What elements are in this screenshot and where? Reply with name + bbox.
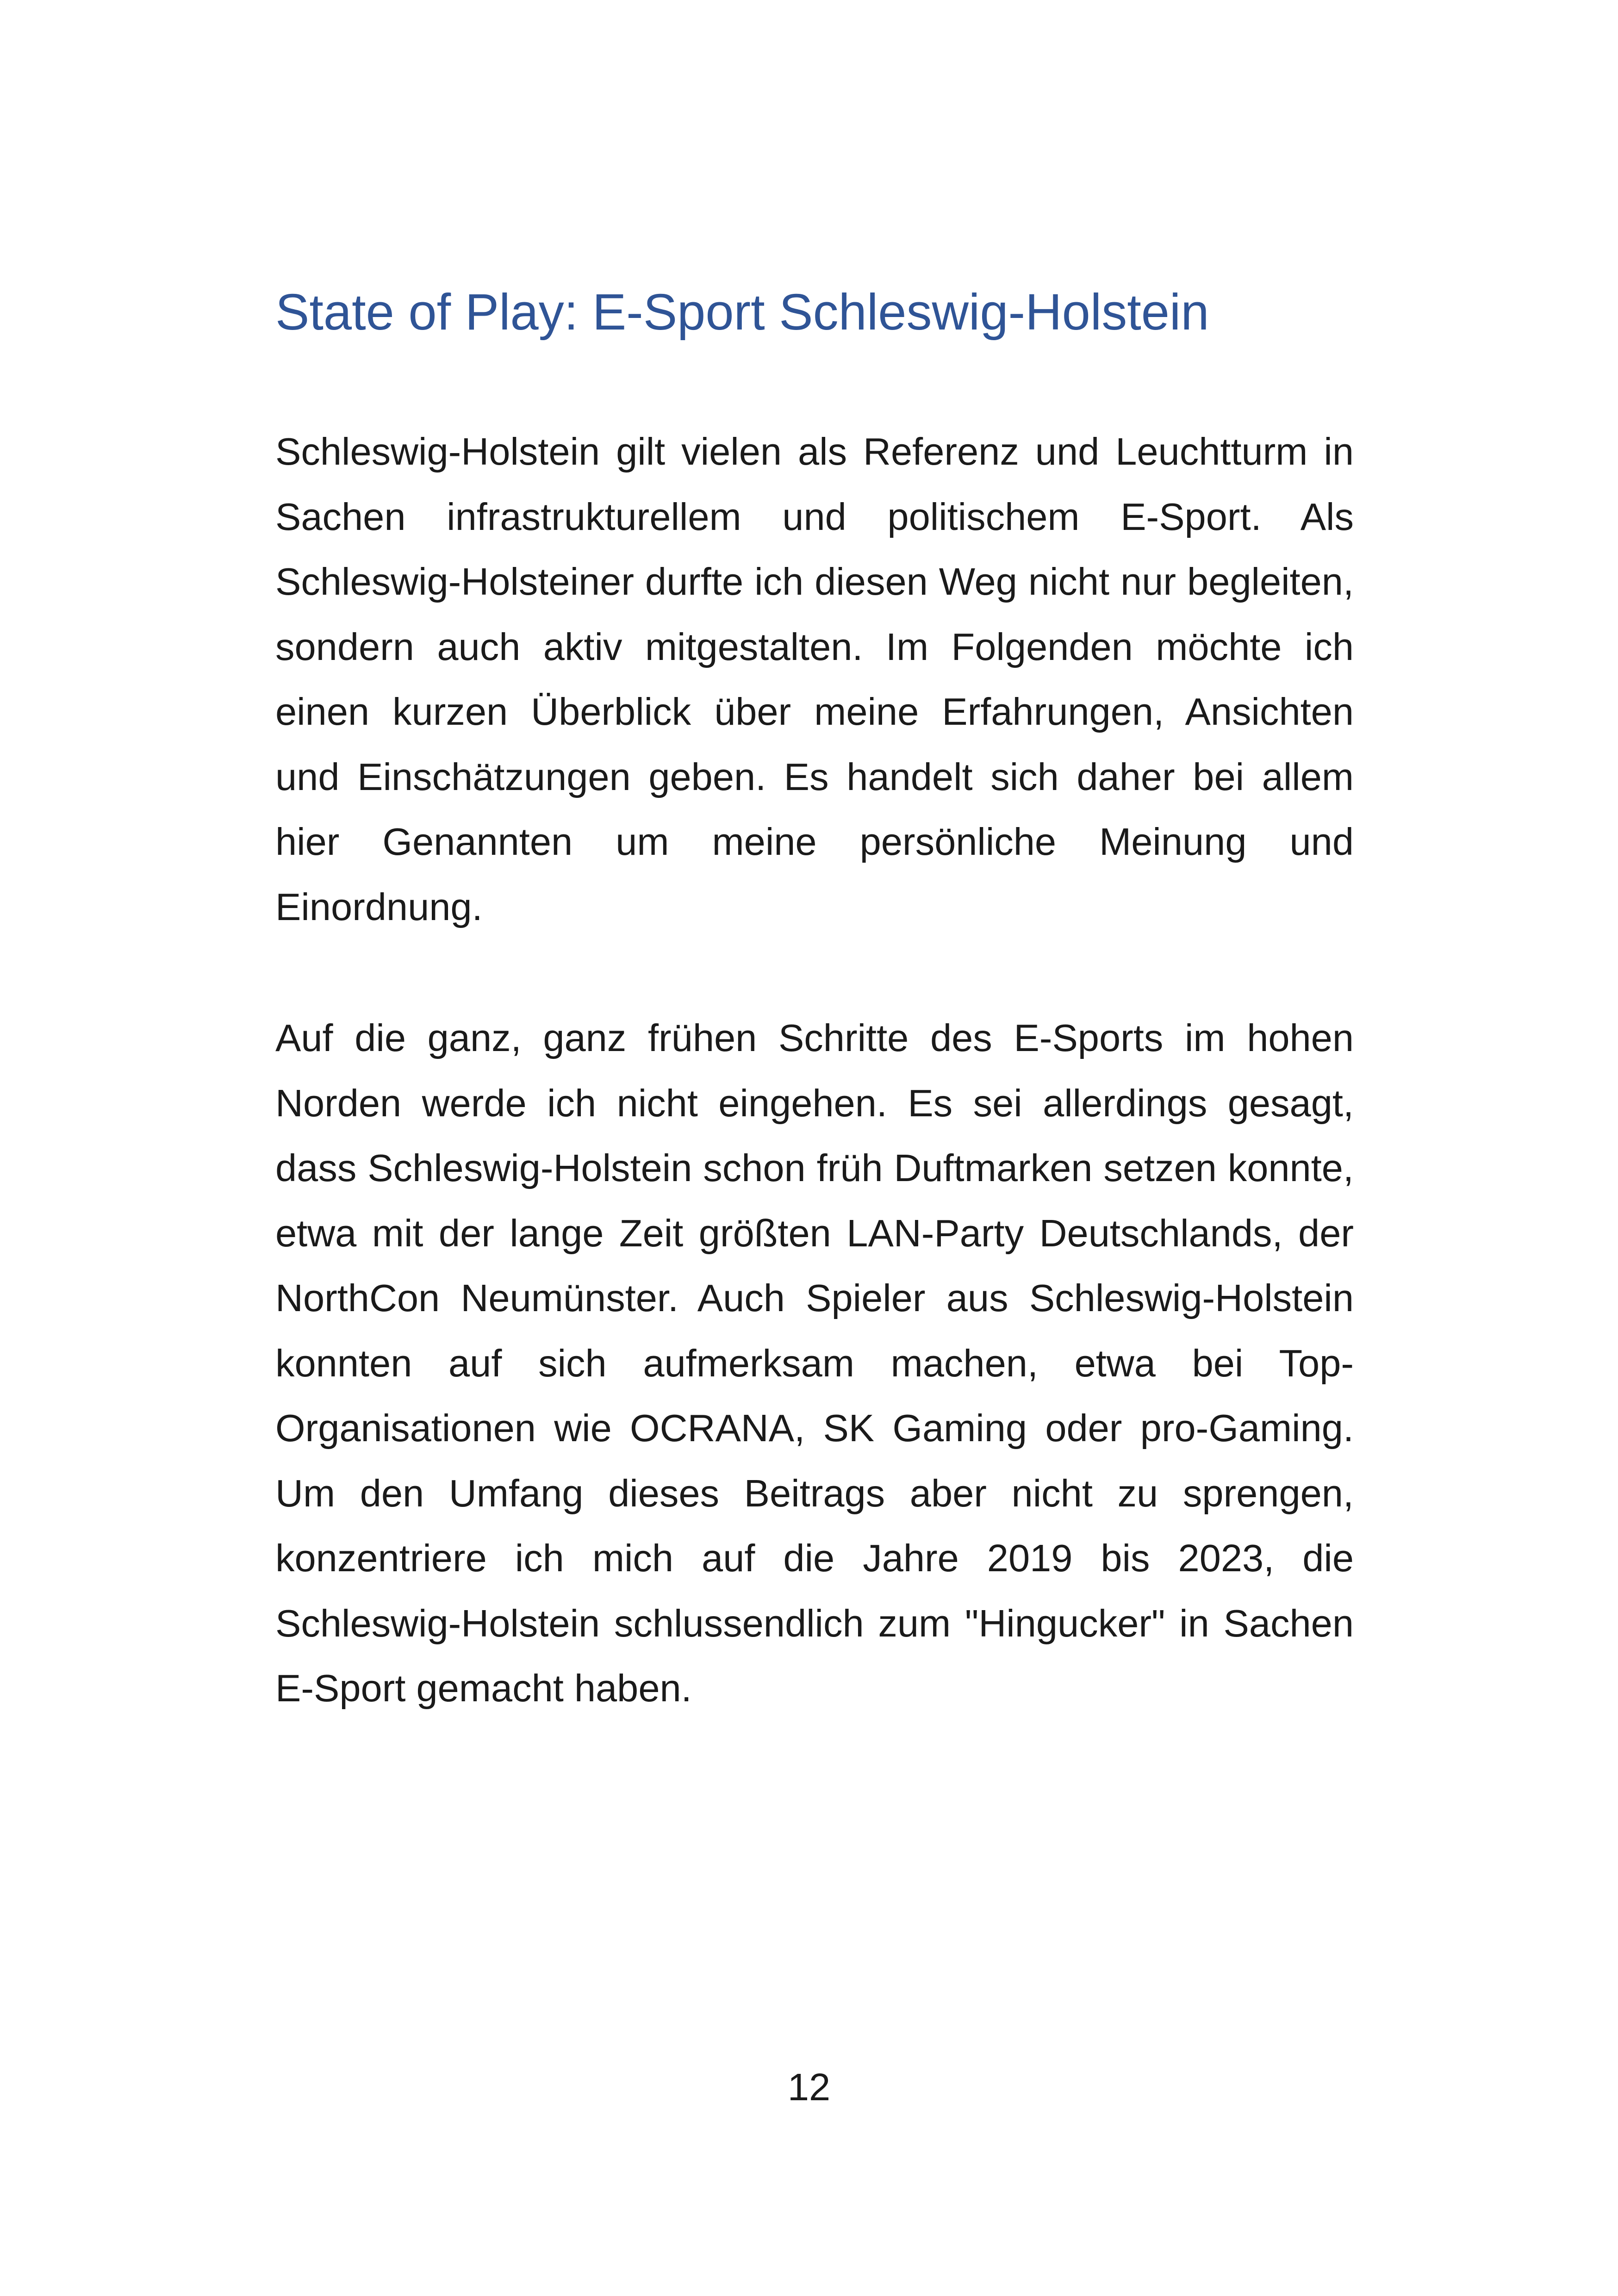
body-paragraph-1: Schleswig-Holstein gilt vielen als Referenz und Leuchtturm in Sachen infrastrukturellem und politischem E-Sport. Als Schleswig-Holsteiner durfte ich diesen Weg nicht nur begleiten, sondern auch aktiv mitgestalten. Im Folgenden möchte ich einen kurzen Überblick über meine Erfahrungen, Ansichten und Einschätzungen geben. Es handelt sich daher bei allem hier Genannten um meine persönliche Meinung und Einordnung. [275, 430, 1354, 928]
page-number: 12 [787, 2066, 831, 2109]
page-title: State of Play: E-Sport Schleswig-Holstein [275, 284, 1209, 341]
body-paragraph-2: Auf die ganz, ganz frühen Schritte des E-Sports im hohen Norden werde ich nicht eingehen. Es sei allerdings gesagt, dass Schleswig-Holstein schon früh Duftmarken setzen konnte, etwa mit der lange Zeit größten LAN-Party Deutschlands, der NorthCon Neumünster. Auch Spieler aus Schleswig-Holstein konnten auf sich aufmerksam machen, etwa bei Top-Organisationen wie OCRANA, SK Gaming oder pro-Gaming. Um den Umfang dieses Beitrags aber nicht zu sprengen, konzentriere ich mich auf die Jahre 2019 bis 2023, die Schleswig-Holstein schlussendlich zum "Hingucker" in Sachen E-Sport gemacht haben. [275, 1016, 1354, 1710]
